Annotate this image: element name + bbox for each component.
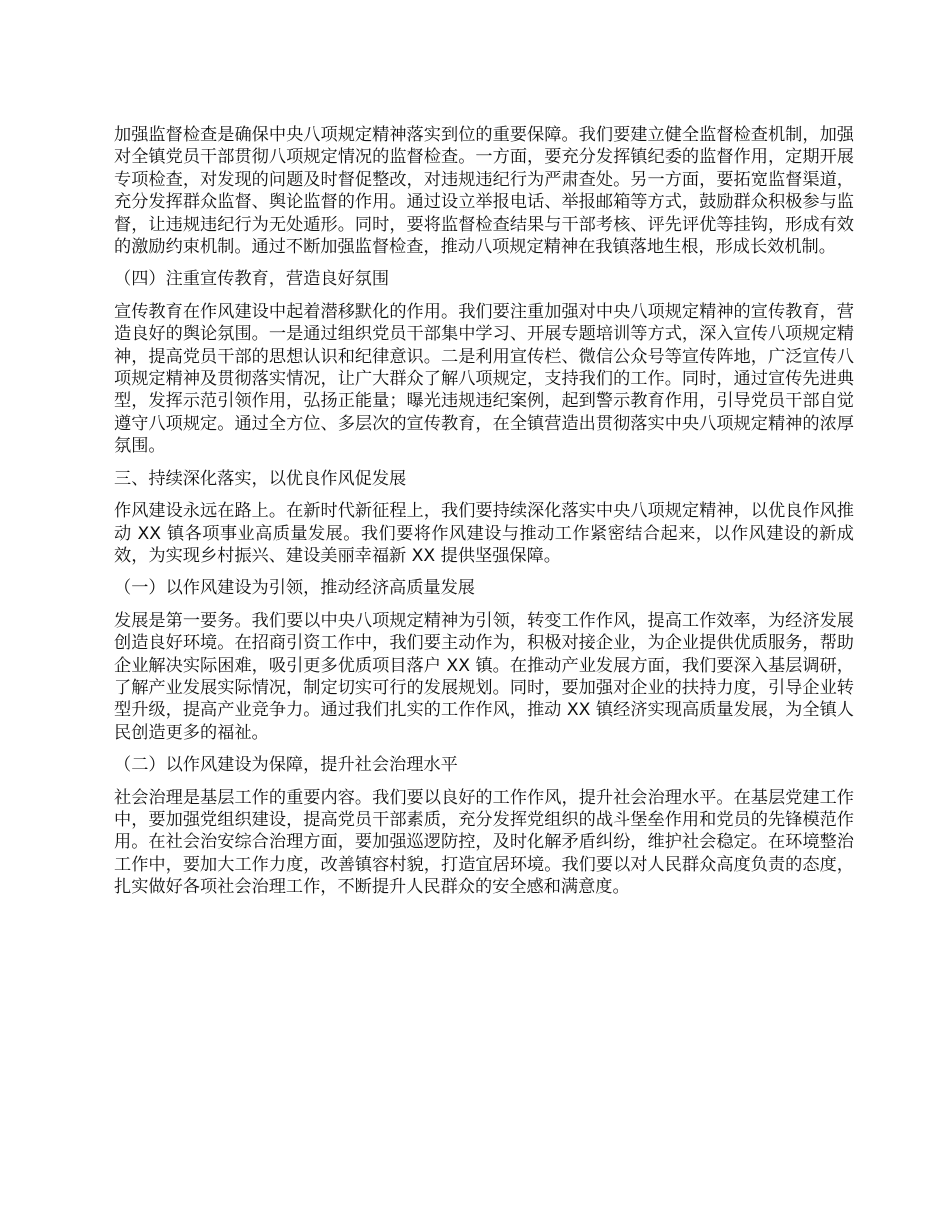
paragraph-deepen: 作风建设永远在路上。在新时代新征程上，我们要持续深化落实中央八项规定精神，以优良作风推动 XX 镇各项事业高质量发展。我们要将作风建设与推动工作紧密结合起来，以作风建设的新成效，为实现乡村振兴、建设美丽幸福新 XX 提供坚强保障。 — [114, 501, 854, 566]
document-body — [114, 124, 854, 909]
section-heading-governance: （二）以作风建设为保障，提升社会治理水平 — [114, 755, 458, 776]
section-heading-economy: （一）以作风建设为引领，推动经济高质量发展 — [114, 578, 475, 599]
paragraph-publicity: 宣传教育在作风建设中起着潜移默化的作用。我们要注重加强对中央八项规定精神的宣传教育，营造良好的舆论氛围。一是通过组织党员干部集中学习、开展专题培训等方式，深入宣传八项规定精神，提高党员干部的思想认识和纪律意识。二是利用宣传栏、微信公众号等宣传阵地，广泛宣传八项规定精神及贯彻落实情况，让广大群众了解八项规定，支持我们的工作。同时，通过宣传先进典型，发挥示范引领作用，弘扬正能量；曝光违规违纪案例，起到警示教育作用，引导党员干部自觉遵守八项规定。通过全方位、多层次的宣传教育，在全镇营造出贯彻落实中央八项规定精神的浓厚氛围。 — [114, 301, 854, 457]
section-heading-deepen: 三、持续深化落实，以优良作风促发展 — [114, 468, 407, 489]
paragraph-economy: 发展是第一要务。我们要以中央八项规定精神为引领，转变工作作风，提高工作效率，为经济发展创造良好环境。在招商引资工作中，我们要主动作为，积极对接企业，为企业提供优质服务，帮助企业解决实际困难，吸引更多优质项目落户 XX 镇。在推动产业发展方面，我们要深入基层调研，了解产业发展实际情况，制定切实可行的发展规划。同时，要加强对企业的扶持力度，引导企业转型升级，提高产业竞争力。通过我们扎实的工作作风，推动 XX 镇经济实现高质量发展，为全镇人民创造更多的福祉。 — [114, 610, 854, 743]
section-heading-publicity: （四）注重宣传教育，营造良好氛围 — [114, 269, 390, 290]
paragraph-supervision: 加强监督检查是确保中央八项规定精神落实到位的重要保障。我们要建立健全监督检查机制，加强对全镇党员干部贯彻八项规定情况的监督检查。一方面，要充分发挥镇纪委的监督作用，定期开展专项检查，对发现的问题及时督促整改，对违规违纪行为严肃查处。另一方面，要拓宽监督渠道，充分发挥群众监督、舆论监督的作用。通过设立举报电话、举报邮箱等方式，鼓励群众积极参与监督，让违规违纪行为无处遁形。同时，要将监督检查结果与干部考核、评先评优等挂钩，形成有效的激励约束机制。通过不断加强监督检查，推动八项规定精神在我镇落地生根，形成长效机制。 — [114, 125, 854, 258]
paragraph-governance: 社会治理是基层工作的重要内容。我们要以良好的工作作风，提升社会治理水平。在基层党建工作中，要加强党组织建设，提高党员干部素质，充分发挥党组织的战斗堡垒作用和党员的先锋模范作用。在社会治安综合治理方面，要加强巡逻防控，及时化解矛盾纠纷，维护社会稳定。在环境整治工作中，要加大工作力度，改善镇容村貌，打造宜居环境。我们要以对人民群众高度负责的态度，扎实做好各项社会治理工作，不断提升人民群众的安全感和满意度。 — [114, 787, 854, 898]
